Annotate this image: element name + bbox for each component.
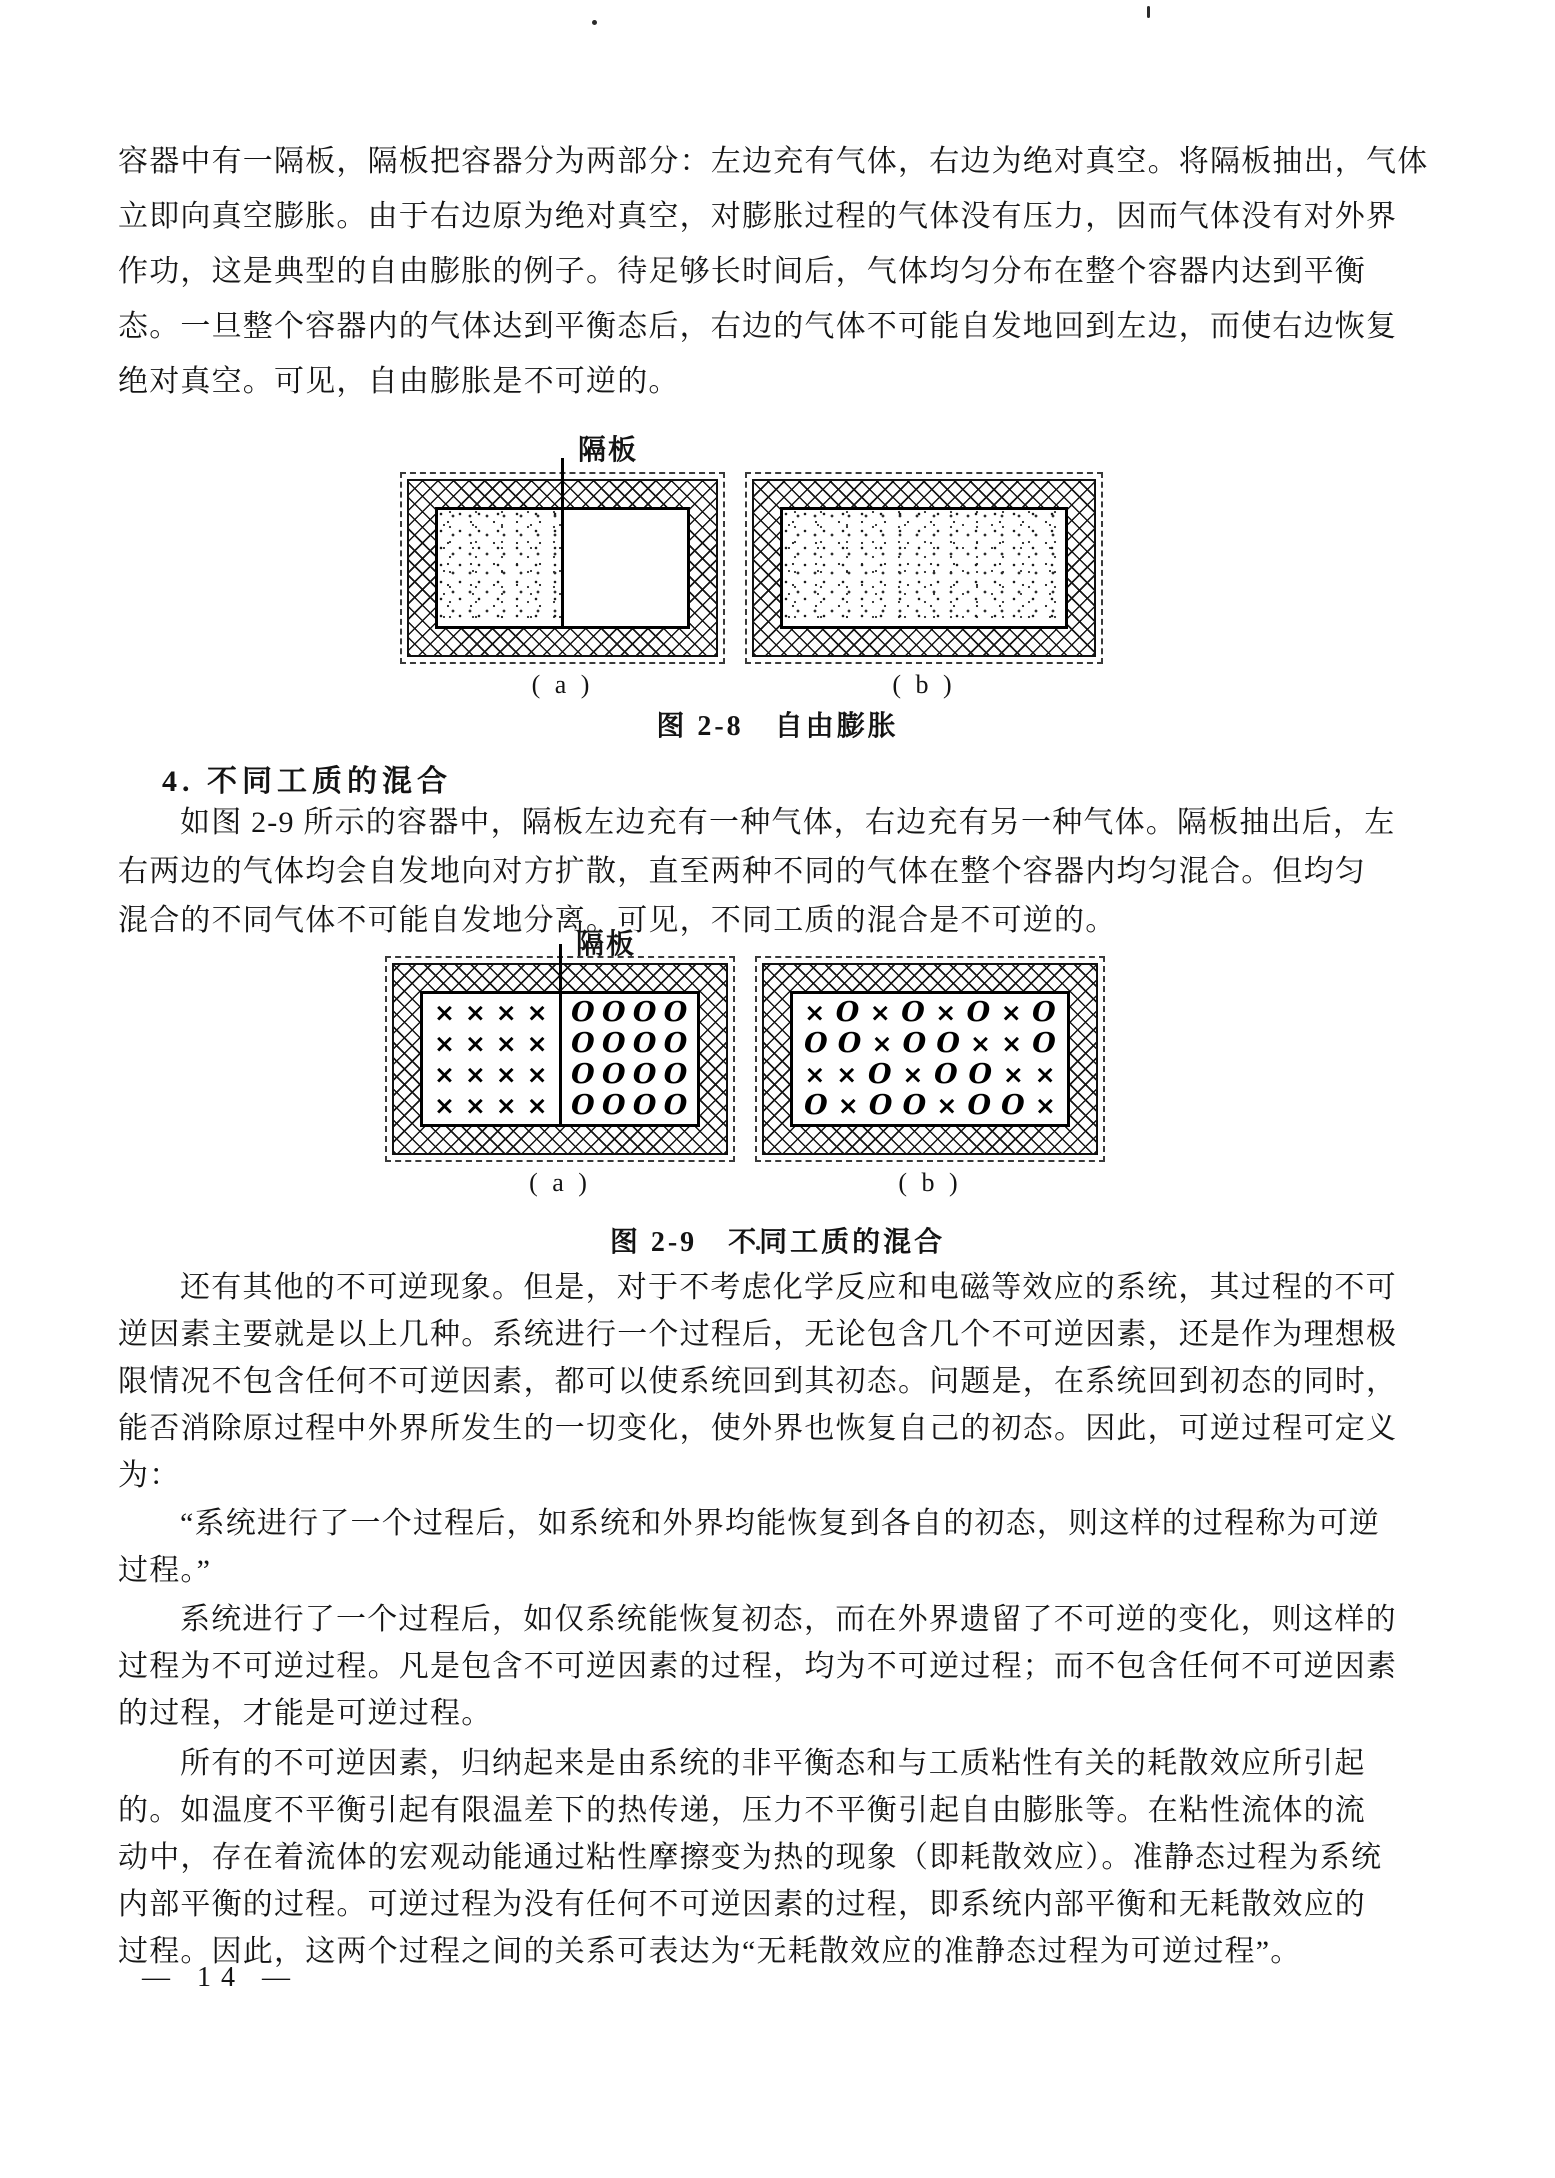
- text-line: 所有的不可逆因素，归纳起来是由系统的非平衡态和与工质粘性有关的耗散效应所引起: [180, 1747, 1366, 1780]
- text-line: 还有其他的不可逆现象。但是，对于不考虑化学反应和电磁等效应的系统，其过程的不可: [180, 1271, 1397, 1304]
- vacuum-compartment: [564, 510, 687, 626]
- gas-o-symbol: O: [868, 1090, 893, 1121]
- text-line: 为：: [118, 1459, 181, 1492]
- gas-x-symbol: ×: [526, 998, 548, 1027]
- figure-2-8-container-a: [400, 472, 725, 664]
- page-number: — 14 —: [142, 1962, 300, 1993]
- gas-x-symbol: ×: [1002, 1060, 1024, 1089]
- text-line: 如图 2-9 所示的容器中，隔板左边充有一种气体，右边充有另一种气体。隔板抽出后，左: [180, 806, 1396, 839]
- figure-2-9-sublabel-a: ( a ): [529, 1168, 591, 1197]
- gas-o-symbol: O: [602, 1028, 626, 1059]
- gas-o-symbol: O: [602, 997, 626, 1028]
- scan-artifact-dot: [592, 20, 597, 25]
- gas-x-symbol: ×: [464, 1060, 486, 1089]
- figure-2-9-container-b: [755, 956, 1105, 1162]
- text-line: 绝对真空。可见，自由膨胀是不可逆的。: [118, 365, 680, 398]
- figure-2-9-caption: 图 2-9 不同工质的混合: [609, 1227, 946, 1258]
- gas-o-symbol: O: [804, 1028, 828, 1059]
- gas-x-symbol: ×: [970, 1029, 991, 1058]
- gas-x-symbol: ×: [433, 998, 455, 1027]
- symbol-row: [568, 1028, 692, 1059]
- gas-x-symbol: ×: [464, 1029, 486, 1058]
- gas-x-compartment: [423, 994, 562, 1124]
- gas-x-symbol: ×: [902, 1060, 924, 1089]
- figure-2-9-sublabel-b: ( b ): [898, 1168, 962, 1197]
- symbol-row: [568, 1090, 692, 1121]
- gas-x-symbol: ×: [804, 998, 826, 1027]
- gas-o-compartment: [562, 994, 698, 1124]
- gas-o-symbol: O: [663, 1090, 688, 1121]
- gas-x-symbol: ×: [1034, 1060, 1056, 1089]
- text-line: 限情况不包含任何不可逆因素，都可以使系统回到其初态。问题是，在系统回到初态的同时，: [118, 1365, 1398, 1398]
- gas-o-symbol: O: [602, 1059, 626, 1090]
- container-wall-crosshatch: [752, 479, 1096, 657]
- gas-o-symbol: O: [632, 997, 657, 1028]
- o-symbol-grid: [562, 994, 698, 1124]
- text-line: 作功，这是典型的自由膨胀的例子。待足够长时间后，气体均匀分布在整个容器内达到平衡: [118, 255, 1366, 288]
- symbol-row: [429, 1059, 553, 1090]
- gas-o-symbol: O: [632, 1090, 657, 1121]
- divider-leader-line: [559, 944, 562, 998]
- gas-o-symbol: O: [1001, 1090, 1025, 1121]
- text-line: “系统进行了一个过程后，如系统和外界均能恢复到各自的初态，则这样的过程称为可逆: [180, 1507, 1381, 1540]
- gas-x-symbol: ×: [495, 998, 517, 1027]
- mixed-symbol-grid: [793, 994, 1067, 1124]
- paragraph-irreversible-process: [118, 1596, 1446, 1737]
- gas-compartment-stippled: [438, 510, 564, 626]
- container-a-interior: [435, 507, 690, 629]
- gas-o-symbol: O: [571, 1028, 595, 1059]
- symbol-row: [429, 1028, 553, 1059]
- gas-o-symbol: O: [902, 1028, 927, 1059]
- paragraph-free-expansion: [118, 134, 1446, 409]
- figure-2-8-sublabel-a: ( a ): [531, 670, 594, 699]
- gas-filled-whole-volume: [783, 510, 1065, 626]
- gas-x-symbol: ×: [837, 1091, 859, 1120]
- text-line: 系统进行了一个过程后，如仅系统能恢复初态，而在外界遗留了不可逆的变化，则这样的: [180, 1603, 1397, 1636]
- gas-o-symbol: O: [1032, 997, 1056, 1028]
- symbol-row: [799, 1028, 1061, 1059]
- gas-o-symbol: O: [967, 1090, 991, 1121]
- gas-o-symbol: O: [571, 997, 595, 1028]
- text-line: 的。如温度不平衡引起有限温差下的热传递，压力不平衡引起自由膨胀等。在粘性流体的流: [118, 1794, 1366, 1827]
- symbol-row: [429, 1090, 553, 1121]
- text-line: 立即向真空膨胀。由于右边原为绝对真空，对膨胀过程的气体没有压力，因而气体没有对外界: [118, 200, 1398, 233]
- gas-x-symbol: ×: [871, 1029, 893, 1058]
- text-line: 过程。因此，这两个过程之间的关系可表达为“无耗散效应的准静态过程为可逆过程”。: [118, 1935, 1302, 1968]
- text-line: 态。一旦整个容器内的气体达到平衡态后，右边的气体不可能自发地回到左边，而使右边恢复: [118, 310, 1398, 343]
- gas-o-symbol: O: [663, 1028, 688, 1059]
- paragraph-reversible-definition: [118, 1264, 1446, 1499]
- figure-2-9-container-a: [385, 956, 735, 1162]
- gas-x-symbol: ×: [433, 1060, 455, 1089]
- gas-x-symbol: ×: [433, 1091, 455, 1120]
- gas-x-symbol: ×: [1000, 998, 1022, 1027]
- gas-x-symbol: ×: [526, 1060, 548, 1089]
- text-line: 过程为不可逆过程。凡是包含不可逆因素的过程，均为不可逆过程；而不包含任何不可逆因素: [118, 1650, 1398, 1683]
- gas-x-symbol: ×: [1001, 1029, 1023, 1058]
- gas-o-symbol: O: [968, 1059, 992, 1090]
- gas-x-symbol: ×: [836, 1060, 858, 1089]
- gas-o-symbol: O: [837, 1028, 862, 1059]
- paragraph-reversible-quote: [118, 1500, 1446, 1594]
- gas-x-symbol: ×: [936, 1091, 958, 1120]
- gas-o-symbol: O: [867, 1059, 892, 1090]
- gas-x-symbol: ×: [495, 1091, 517, 1120]
- gas-x-symbol: ×: [495, 1060, 517, 1089]
- gas-o-symbol: O: [934, 1059, 958, 1090]
- gas-x-symbol: ×: [526, 1091, 548, 1120]
- gas-o-symbol: O: [663, 1059, 688, 1090]
- container-b-interior: [780, 507, 1068, 629]
- text-line: 的过程，才能是可逆过程。: [118, 1697, 493, 1730]
- gas-o-symbol: O: [901, 997, 925, 1028]
- gas-x-symbol: ×: [495, 1029, 517, 1058]
- paragraph-dissipation-summary: [118, 1740, 1446, 1975]
- gas-o-symbol: O: [804, 1090, 828, 1121]
- symbol-row: [799, 1090, 1061, 1121]
- text-line: 能否消除原过程中外界所发生的一切变化，使外界也恢复自己的初态。因此，可逆过程可定义: [118, 1412, 1398, 1445]
- section-heading-4: 4. 不同工质的混合: [162, 765, 452, 798]
- x-symbol-grid: [423, 994, 559, 1124]
- gas-o-symbol: O: [632, 1059, 657, 1090]
- container-wall-crosshatch: [762, 963, 1098, 1155]
- text-line: 逆因素主要就是以上几种。系统进行一个过程后，无论包含几个不可逆因素，还是作为理想极: [118, 1318, 1398, 1351]
- mixed-gas-compartment: [793, 994, 1067, 1124]
- gas-o-symbol: O: [835, 997, 860, 1028]
- text-line: 容器中有一隔板，隔板把容器分为两部分：左边充有气体，右边为绝对真空。将隔板抽出，气体: [118, 145, 1429, 178]
- gas-x-symbol: ×: [464, 998, 486, 1027]
- gas-o-symbol: O: [936, 1028, 960, 1059]
- text-line: 右两边的气体均会自发地向对方扩散，直至两种不同的气体在整个容器内均匀混合。但均匀: [118, 855, 1366, 888]
- symbol-row: [799, 997, 1061, 1028]
- gas-o-symbol: O: [663, 997, 688, 1028]
- figure-2-8-divider-label: 隔板: [578, 435, 639, 466]
- container-a-interior: [420, 991, 700, 1127]
- gas-x-symbol: ×: [464, 1091, 486, 1120]
- text-line: 过程。”: [118, 1554, 212, 1587]
- figure-2-8-container-b: [745, 472, 1103, 664]
- symbol-row: [568, 997, 692, 1028]
- gas-x-symbol: ×: [1034, 1091, 1056, 1120]
- scan-artifact-mark: [1147, 6, 1150, 18]
- figure-2-8: [0, 426, 1555, 742]
- symbol-row: [429, 997, 553, 1028]
- divider-leader-line: [561, 458, 564, 514]
- symbol-row: [568, 1059, 692, 1090]
- text-line: 动中，存在着流体的宏观动能通过粘性摩擦变为热的现象（即耗散效应）。准静态过程为系统: [118, 1841, 1383, 1874]
- gas-o-symbol: O: [571, 1059, 595, 1090]
- gas-o-symbol: O: [902, 1090, 927, 1121]
- gas-x-symbol: ×: [433, 1029, 455, 1058]
- text-line: 内部平衡的过程。可逆过程为没有任何不可逆因素的过程，即系统内部平衡和无耗散效应的: [118, 1888, 1366, 1921]
- gas-x-symbol: ×: [804, 1060, 826, 1089]
- figure-2-8-caption: 图 2-8 自由膨胀: [656, 711, 899, 742]
- gas-o-symbol: O: [632, 1028, 657, 1059]
- gas-x-symbol: ×: [526, 1029, 548, 1058]
- container-b-interior: [790, 991, 1070, 1127]
- gas-x-symbol: ×: [869, 998, 891, 1027]
- text-line: 混合的不同气体不可能自发地分离。可见，不同工质的混合是不可逆的。: [118, 904, 1117, 937]
- gas-o-symbol: O: [966, 997, 991, 1028]
- symbol-row: [799, 1059, 1061, 1090]
- figure-2-9-divider-label: 隔板: [576, 929, 637, 960]
- figure-2-8-sublabel-b: ( b ): [892, 670, 956, 699]
- gas-o-symbol: O: [571, 1090, 595, 1121]
- gas-o-symbol: O: [1032, 1028, 1056, 1059]
- gas-o-symbol: O: [602, 1090, 626, 1121]
- gas-x-symbol: ×: [935, 998, 957, 1027]
- figure-2-9: [0, 922, 1555, 1274]
